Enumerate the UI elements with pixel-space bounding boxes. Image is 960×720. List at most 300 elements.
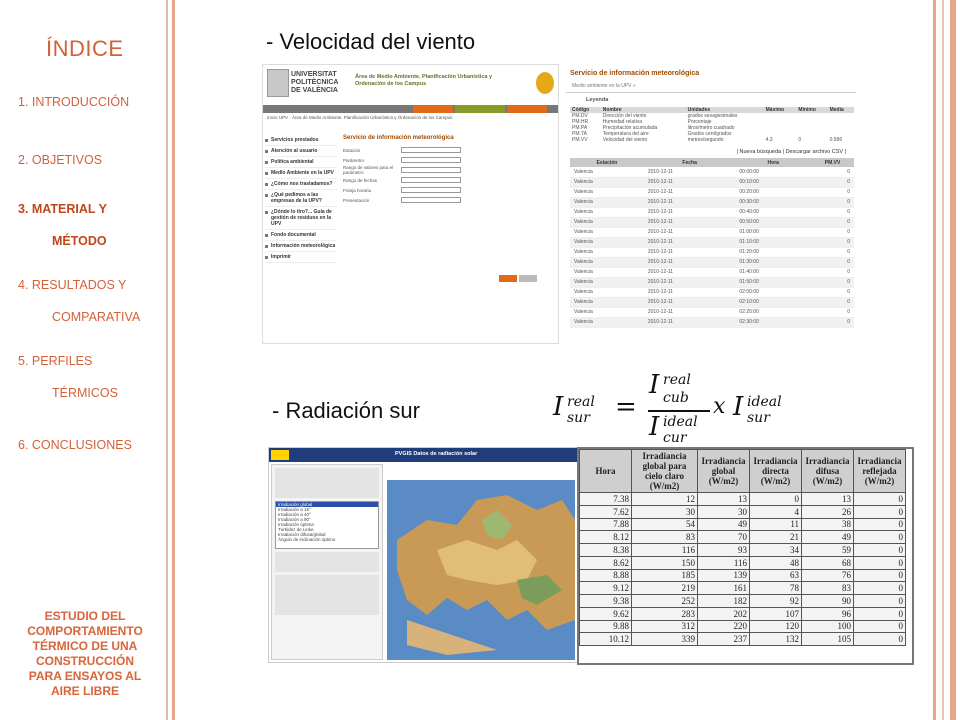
upv-side-item[interactable]: Medio Ambiente en la UPV bbox=[265, 168, 337, 179]
irradiance-cell: 63 bbox=[750, 569, 802, 582]
upv-side-item[interactable]: Fondo documental bbox=[265, 230, 337, 241]
meteo-data-cell: Valencia bbox=[570, 207, 644, 217]
rango-fechas-input[interactable] bbox=[401, 177, 461, 183]
nav-item-perfiles[interactable] bbox=[18, 345, 118, 409]
form-label: Presentación bbox=[343, 197, 370, 203]
meteo-screenshot bbox=[566, 66, 856, 346]
meteo-data-cell: Valencia bbox=[570, 167, 644, 177]
meteo-cell: litros/metro cuadrado bbox=[687, 125, 735, 131]
meteo-data-cell: 01:10:00 bbox=[735, 237, 811, 247]
meteo-col-header: Máximo bbox=[764, 107, 797, 113]
irradiance-col-header: Irradiancia directa (W/m2) bbox=[750, 450, 802, 493]
meteo-data-cell: 00:40:00 bbox=[735, 207, 811, 217]
meteo-data-cell: 2010-12-11 bbox=[644, 247, 736, 257]
meteo-col-header: Nombre bbox=[601, 107, 686, 113]
table-row bbox=[580, 518, 906, 531]
nav-label: 5. PERFILES bbox=[18, 354, 93, 368]
meteo-col-header: Mínimo bbox=[796, 107, 827, 113]
upv-screenshot bbox=[262, 64, 559, 344]
meteo-data-cell: 2010-12-11 bbox=[644, 187, 736, 197]
table-row bbox=[580, 531, 906, 544]
irradiance-cell: 220 bbox=[698, 620, 750, 633]
meteo-data-cell: 2010-12-11 bbox=[644, 237, 736, 247]
table-row bbox=[580, 556, 906, 569]
meteo-data-cell: Valencia bbox=[570, 247, 644, 257]
franja-horaria-select[interactable] bbox=[401, 187, 461, 193]
irradiance-cell: 185 bbox=[632, 569, 698, 582]
formula-sup: ideal bbox=[663, 414, 698, 430]
meteo-data-cell: 0 bbox=[811, 277, 854, 287]
table-row bbox=[570, 287, 854, 297]
nav-label: 2. OBJETIVOS bbox=[18, 153, 103, 167]
meteo-data-cell: 0 bbox=[811, 267, 854, 277]
irradiance-cell: 7.62 bbox=[580, 505, 632, 518]
pvgis-screenshot bbox=[268, 447, 578, 663]
meteo-cell: PM.DV bbox=[572, 113, 588, 119]
nav-item-resultados[interactable] bbox=[18, 269, 140, 333]
meteo-title: Servicio de información meteorológica bbox=[570, 70, 700, 77]
irradiance-cell: 8.62 bbox=[580, 556, 632, 569]
irradiance-cell: 100 bbox=[802, 620, 854, 633]
meteo-data-cell: Valencia bbox=[570, 237, 644, 247]
irradiance-cell: 0 bbox=[854, 582, 906, 595]
table-row bbox=[570, 237, 854, 247]
form-label: Franja horaria bbox=[343, 187, 372, 193]
meteo-legend-title: Leyenda bbox=[586, 97, 609, 103]
meteo-links[interactable]: | Nueva búsqueda | Descargar archivo CSV | bbox=[736, 149, 846, 155]
meteo-data-header: Fecha bbox=[644, 158, 736, 167]
irradiance-cell: 83 bbox=[632, 531, 698, 544]
irradiance-cell: 90 bbox=[802, 595, 854, 608]
upv-breadcrumb[interactable]: Inicio UPV · Área de Medio Ambiente, Planificación Urbanística y Ordenación de los Campus bbox=[267, 115, 453, 120]
upv-side-item[interactable]: Servicios prestados bbox=[265, 135, 337, 146]
meteo-data-cell: 2010-12-11 bbox=[644, 297, 736, 307]
meteo-data-cell: 0 bbox=[811, 187, 854, 197]
meteo-data-cell: 2010-12-11 bbox=[644, 207, 736, 217]
irradiance-cell: 13 bbox=[802, 493, 854, 506]
meteo-data-cell: 2010-12-11 bbox=[644, 217, 736, 227]
irradiance-cell: 150 bbox=[632, 556, 698, 569]
meteo-data-cell: 0 bbox=[811, 167, 854, 177]
irradiance-col-header: Irradiancia global para cielo claro (W/m2) bbox=[632, 450, 698, 493]
form-label: Rango de fechas bbox=[343, 177, 378, 183]
pvgis-list-item[interactable]: Irradiación óptima bbox=[278, 522, 314, 527]
upv-logo-icon bbox=[267, 69, 289, 97]
form-label: Parámetro bbox=[343, 157, 365, 163]
upv-nav-tab[interactable] bbox=[507, 105, 547, 113]
nav-label-sub: TÉRMICOS bbox=[52, 386, 118, 400]
irradiance-cell: 283 bbox=[632, 607, 698, 620]
irradiance-cell: 7.88 bbox=[580, 518, 632, 531]
upv-side-item[interactable]: Atención al usuario bbox=[265, 146, 337, 157]
right-divider bbox=[933, 0, 936, 720]
irradiance-cell: 21 bbox=[750, 531, 802, 544]
right-divider bbox=[950, 0, 956, 720]
meteo-cell: Grados centígrados bbox=[687, 131, 732, 137]
meteo-data-cell: 2010-12-11 bbox=[644, 277, 736, 287]
table-row bbox=[570, 257, 854, 267]
meteo-data-cell: 0 bbox=[811, 307, 854, 317]
meteo-data-cell: 2010-12-11 bbox=[644, 227, 736, 237]
tagline-line: COMPORTAMIENTO bbox=[27, 624, 143, 638]
table-row bbox=[570, 197, 854, 207]
meteo-cell: 0 bbox=[798, 137, 802, 143]
meteo-data-header: Estación bbox=[570, 158, 644, 167]
meteo-data-cell: Valencia bbox=[570, 307, 644, 317]
meteo-breadcrumb[interactable]: Medio ambiente en la UPV » bbox=[566, 81, 856, 93]
irradiance-cell: 12 bbox=[632, 493, 698, 506]
meteo-cell: 0.586 bbox=[829, 137, 843, 143]
meteo-data-cell: 00:20:00 bbox=[735, 187, 811, 197]
irradiance-cell: 9.38 bbox=[580, 595, 632, 608]
meteo-data-cell: 0 bbox=[811, 317, 854, 327]
upv-header bbox=[263, 65, 559, 103]
irradiance-col-header: Hora bbox=[580, 450, 632, 493]
pvgis-list-item[interactable]: Irradiación a 15° bbox=[278, 507, 311, 512]
table-row bbox=[570, 317, 854, 327]
pvgis-list-item[interactable]: Irradiación a 90° bbox=[278, 517, 311, 522]
pvgis-list-item[interactable]: Turbidez de Linke bbox=[278, 527, 314, 532]
meteo-data-cell: 02:10:00 bbox=[735, 297, 811, 307]
irradiance-cell: 116 bbox=[698, 556, 750, 569]
meteo-data-cell: Valencia bbox=[570, 257, 644, 267]
upv-name-line: DE VALÈNCIA bbox=[291, 87, 338, 94]
irradiance-cell: 182 bbox=[698, 595, 750, 608]
meteo-data-cell: 0 bbox=[811, 247, 854, 257]
tagline-line: TÉRMICO DE UNA bbox=[32, 639, 138, 653]
nav-label: 6. CONCLUSIONES bbox=[18, 438, 132, 452]
pvgis-header bbox=[269, 448, 578, 462]
upv-name bbox=[291, 71, 338, 95]
meteo-data-cell: 0 bbox=[811, 287, 854, 297]
pvgis-title: PVGIS Datos de radiación solar bbox=[395, 451, 478, 457]
irradiance-cell: 116 bbox=[632, 544, 698, 557]
buscar-button[interactable] bbox=[499, 275, 517, 282]
nav-label-sub: COMPARATIVA bbox=[52, 310, 141, 324]
table-row bbox=[580, 620, 906, 633]
meteo-data-cell: 0 bbox=[811, 257, 854, 267]
meteo-data-cell: 2010-12-11 bbox=[644, 167, 736, 177]
form-label: Estación bbox=[343, 147, 361, 153]
meteo-col-header: Código bbox=[570, 107, 601, 113]
meteo-data-cell: Valencia bbox=[570, 287, 644, 297]
pvgis-list-item[interactable]: Irradiación a 40° bbox=[278, 512, 311, 517]
formula-symbol: I bbox=[553, 392, 564, 422]
meteo-data-cell: 01:30:00 bbox=[735, 257, 811, 267]
eu-logo-icon bbox=[271, 450, 289, 460]
formula-sub: cub bbox=[663, 390, 689, 406]
meteo-data-cell: 02:00:00 bbox=[735, 287, 811, 297]
heading-velocidad-viento: - Velocidad del viento bbox=[266, 29, 476, 54]
upv-name-line: UNIVERSITAT bbox=[291, 71, 337, 78]
meteo-data-cell: Valencia bbox=[570, 277, 644, 287]
upv-area-title: Área de Medio Ambiente, Planificación Urbanística y Ordenación de los Campus bbox=[355, 74, 493, 87]
table-row bbox=[570, 247, 854, 257]
table-row bbox=[580, 633, 906, 646]
table-row bbox=[570, 167, 854, 177]
sidebar bbox=[0, 0, 168, 720]
irradiance-cell: 0 bbox=[854, 518, 906, 531]
meteo-cell: PM.TA bbox=[572, 131, 587, 137]
form-label: Rango de valores para el parámetro bbox=[343, 165, 394, 175]
irradiance-cell: 252 bbox=[632, 595, 698, 608]
meteo-cell: Dirección del viento bbox=[602, 113, 647, 119]
irradiance-cell: 34 bbox=[750, 544, 802, 557]
irradiance-cell: 0 bbox=[854, 607, 906, 620]
meteo-col-header: Media bbox=[828, 107, 854, 113]
presentacion-select[interactable] bbox=[401, 197, 461, 203]
meteo-data-cell: 0 bbox=[811, 197, 854, 207]
meteo-data-cell: 0 bbox=[811, 297, 854, 307]
formula-equals: = bbox=[615, 392, 637, 422]
rango-valores-input[interactable] bbox=[401, 167, 461, 173]
table-row bbox=[580, 493, 906, 506]
meteo-cell: 4.3 bbox=[765, 137, 773, 143]
meteo-data-cell: 01:00:00 bbox=[735, 227, 811, 237]
table-row bbox=[580, 505, 906, 518]
estacion-select[interactable] bbox=[401, 147, 461, 153]
upv-main-title: Servicio de información meteorológica bbox=[343, 135, 454, 141]
meteo-data-header: PM.VV bbox=[811, 158, 854, 167]
irradiance-cell: 54 bbox=[632, 518, 698, 531]
irradiance-cell: 120 bbox=[750, 620, 802, 633]
formula-symbol: I bbox=[733, 392, 744, 422]
irradiance-cell: 0 bbox=[854, 620, 906, 633]
nav-label-sub: MÉTODO bbox=[52, 234, 107, 248]
irradiance-cell: 30 bbox=[632, 505, 698, 518]
irradiance-cell: 48 bbox=[750, 556, 802, 569]
table-row bbox=[580, 595, 906, 608]
right-divider bbox=[942, 0, 944, 720]
irradiance-cell: 93 bbox=[698, 544, 750, 557]
upv-badge-icon bbox=[536, 72, 554, 94]
irradiance-cell: 219 bbox=[632, 582, 698, 595]
pvgis-list-item[interactable]: Irradiación global bbox=[276, 502, 378, 507]
meteo-data-cell: Valencia bbox=[570, 217, 644, 227]
irradiance-table bbox=[579, 449, 906, 646]
irradiance-cell: 8.12 bbox=[580, 531, 632, 544]
table-row bbox=[570, 187, 854, 197]
formula-sub: cur bbox=[663, 430, 687, 446]
irradiance-cell: 78 bbox=[750, 582, 802, 595]
meteo-data-cell: 01:20:00 bbox=[735, 247, 811, 257]
pvgis-europe-map[interactable] bbox=[387, 480, 575, 660]
irradiance-cell: 76 bbox=[802, 569, 854, 582]
meteo-data-cell: 2010-12-11 bbox=[644, 257, 736, 267]
table-row bbox=[570, 307, 854, 317]
irradiance-cell: 92 bbox=[750, 595, 802, 608]
table-row bbox=[570, 217, 854, 227]
meteo-data-cell: 2010-12-11 bbox=[644, 287, 736, 297]
irradiance-cell: 9.62 bbox=[580, 607, 632, 620]
irradiance-cell: 0 bbox=[750, 493, 802, 506]
tagline-line: ESTUDIO DEL bbox=[44, 609, 126, 623]
irradiance-cell: 13 bbox=[698, 493, 750, 506]
meteo-data-cell: 0 bbox=[811, 217, 854, 227]
irradiance-cell: 0 bbox=[854, 569, 906, 582]
pvgis-panel bbox=[271, 464, 383, 660]
formula-sup: ideal bbox=[747, 394, 782, 410]
meteo-data-cell: 2010-12-11 bbox=[644, 197, 736, 207]
meteo-data-cell: Valencia bbox=[570, 187, 644, 197]
table-row bbox=[580, 544, 906, 557]
sidebar-divider bbox=[166, 0, 168, 720]
formula-sub: sur bbox=[567, 410, 590, 426]
upv-side-item[interactable]: ¿Qué pedimos a las empresas de la UPV? bbox=[265, 190, 337, 207]
nav-label: 4. RESULTADOS Y bbox=[18, 278, 127, 292]
tagline-line: PARA ENSAYOS AL bbox=[28, 669, 142, 683]
meteo-data-cell: 2010-12-11 bbox=[644, 267, 736, 277]
irradiance-cell: 49 bbox=[802, 531, 854, 544]
upv-side-item[interactable]: ¿Dónde lo tiro?... Guía de gestión de residuos en la UPV bbox=[265, 207, 337, 230]
pvgis-list-item[interactable]: Ángulo de inclinación óptimo bbox=[278, 537, 336, 542]
meteo-data-cell: Valencia bbox=[570, 297, 644, 307]
meteo-data-cell: 00:10:00 bbox=[735, 177, 811, 187]
irradiance-cell: 202 bbox=[698, 607, 750, 620]
table-row bbox=[570, 277, 854, 287]
meteo-data-cell: Valencia bbox=[570, 197, 644, 207]
upv-name-line: POLITÈCNICA bbox=[291, 79, 339, 86]
meteo-data-cell: 01:50:00 bbox=[735, 277, 811, 287]
irradiance-cell: 105 bbox=[802, 633, 854, 646]
irradiance-cell: 312 bbox=[632, 620, 698, 633]
meteo-data-header: Hora bbox=[735, 158, 811, 167]
meteo-data-table bbox=[570, 158, 854, 328]
upv-side-item[interactable]: Imprimir bbox=[265, 252, 337, 263]
meteo-data-cell: 0 bbox=[811, 227, 854, 237]
radiation-formula bbox=[553, 368, 803, 448]
formula-symbol: I bbox=[649, 370, 660, 400]
meteo-col-header: Unidades bbox=[686, 107, 764, 113]
irradiance-cell: 9.88 bbox=[580, 620, 632, 633]
table-row bbox=[580, 582, 906, 595]
irradiance-cell: 26 bbox=[802, 505, 854, 518]
irradiance-cell: 107 bbox=[750, 607, 802, 620]
irradiance-cell: 0 bbox=[854, 633, 906, 646]
table-row bbox=[580, 607, 906, 620]
irradiance-col-header: Irradiancia global (W/m2) bbox=[698, 450, 750, 493]
nav-label: 3. MATERIAL Y bbox=[18, 202, 107, 216]
upv-side-item[interactable]: ¿Cómo nos trasladamos? bbox=[265, 179, 337, 190]
irradiance-cell: 4 bbox=[750, 505, 802, 518]
irradiance-col-header: Irradiancia difusa (W/m2) bbox=[802, 450, 854, 493]
tagline-line: AIRE LIBRE bbox=[50, 684, 119, 698]
meteo-data-cell: Valencia bbox=[570, 317, 644, 327]
upv-side-item[interactable]: Información meteorológica bbox=[265, 241, 337, 252]
irradiance-cell: 132 bbox=[750, 633, 802, 646]
irradiance-cell: 8.38 bbox=[580, 544, 632, 557]
nav-item-material-metodo[interactable] bbox=[18, 193, 107, 257]
tagline-line: CONSTRUCCIÓN bbox=[36, 654, 134, 668]
meteo-cell: Temperatura del aire bbox=[602, 131, 649, 137]
table-row bbox=[570, 207, 854, 217]
meteo-data-cell: 02:30:00 bbox=[735, 317, 811, 327]
nav-item-objetivos[interactable] bbox=[18, 144, 102, 176]
table-row bbox=[570, 297, 854, 307]
table-row bbox=[570, 267, 854, 277]
vaciar-button[interactable] bbox=[519, 275, 537, 282]
sidebar-divider bbox=[172, 0, 175, 720]
irradiance-cell: 0 bbox=[854, 595, 906, 608]
meteo-cell: Porcentaje bbox=[687, 119, 712, 125]
irradiance-cell: 237 bbox=[698, 633, 750, 646]
irradiance-cell: 0 bbox=[854, 544, 906, 557]
meteo-cell: grados sexagesimales bbox=[687, 113, 738, 119]
parametro-select[interactable] bbox=[401, 157, 461, 163]
meteo-data-cell: 2010-12-11 bbox=[644, 177, 736, 187]
irradiance-cell: 30 bbox=[698, 505, 750, 518]
meteo-data-cell: Valencia bbox=[570, 227, 644, 237]
meteo-data-cell: Valencia bbox=[570, 267, 644, 277]
pvgis-options bbox=[275, 552, 379, 572]
table-row bbox=[580, 569, 906, 582]
irradiance-cell: 0 bbox=[854, 531, 906, 544]
upv-nav-tab[interactable] bbox=[455, 105, 505, 113]
nav-item-introduccion[interactable] bbox=[18, 86, 129, 118]
upv-form bbox=[343, 145, 555, 205]
upv-side-menu bbox=[265, 135, 337, 263]
meteo-data-cell: 0 bbox=[811, 237, 854, 247]
upv-buttons bbox=[499, 275, 539, 284]
meteo-cell: Precipitación acumulada bbox=[602, 125, 658, 131]
irradiance-cell: 70 bbox=[698, 531, 750, 544]
pvgis-parameter-list[interactable] bbox=[275, 501, 379, 549]
meteo-cell: PM.HR bbox=[572, 119, 589, 125]
irradiance-cell: 68 bbox=[802, 556, 854, 569]
pvgis-list-item[interactable]: Irradiación difusa/global bbox=[278, 532, 326, 537]
europe-map-icon bbox=[387, 480, 575, 660]
meteo-cell: Humedad relativa bbox=[602, 119, 642, 125]
upv-nav-tab[interactable] bbox=[413, 105, 453, 113]
nav-label: 1. INTRODUCCIÓN bbox=[18, 95, 130, 109]
formula-times: x bbox=[713, 394, 726, 419]
upv-nav-bar bbox=[263, 105, 559, 113]
meteo-cell: PM.VV bbox=[572, 137, 588, 143]
irradiance-cell: 96 bbox=[802, 607, 854, 620]
study-tagline bbox=[6, 609, 164, 699]
pvgis-location bbox=[275, 575, 379, 615]
irradiance-cell: 83 bbox=[802, 582, 854, 595]
irradiance-cell: 0 bbox=[854, 505, 906, 518]
upv-main bbox=[343, 135, 555, 205]
meteo-cell: PM.PA bbox=[572, 125, 588, 131]
irradiance-cell: 10.12 bbox=[580, 633, 632, 646]
irradiance-cell: 7.38 bbox=[580, 493, 632, 506]
irradiance-cell: 59 bbox=[802, 544, 854, 557]
meteo-data-cell: 0 bbox=[811, 207, 854, 217]
irradiance-cell: 38 bbox=[802, 518, 854, 531]
irradiance-cell: 139 bbox=[698, 569, 750, 582]
upv-side-item[interactable]: Política ambiental bbox=[265, 157, 337, 168]
meteo-data-cell: Valencia bbox=[570, 177, 644, 187]
table-row bbox=[570, 227, 854, 237]
meteo-data-cell: 2010-12-11 bbox=[644, 317, 736, 327]
pvgis-info bbox=[275, 468, 379, 498]
index-title: ÍNDICE bbox=[46, 36, 124, 61]
irradiance-cell: 339 bbox=[632, 633, 698, 646]
formula-sup: real bbox=[567, 394, 595, 410]
meteo-cell: Velocidad del viento bbox=[602, 137, 648, 143]
nav-item-conclusiones[interactable] bbox=[18, 429, 132, 461]
formula-sub: sur bbox=[747, 410, 770, 426]
irradiance-cell: 9.12 bbox=[580, 582, 632, 595]
meteo-data-cell: 00:50:00 bbox=[735, 217, 811, 227]
heading-radiacion-sur: - Radiación sur bbox=[272, 398, 420, 423]
formula-symbol: I bbox=[649, 412, 660, 442]
irradiance-cell: 11 bbox=[750, 518, 802, 531]
meteo-legend-table bbox=[570, 107, 854, 143]
meteo-data-cell: 01:40:00 bbox=[735, 267, 811, 277]
